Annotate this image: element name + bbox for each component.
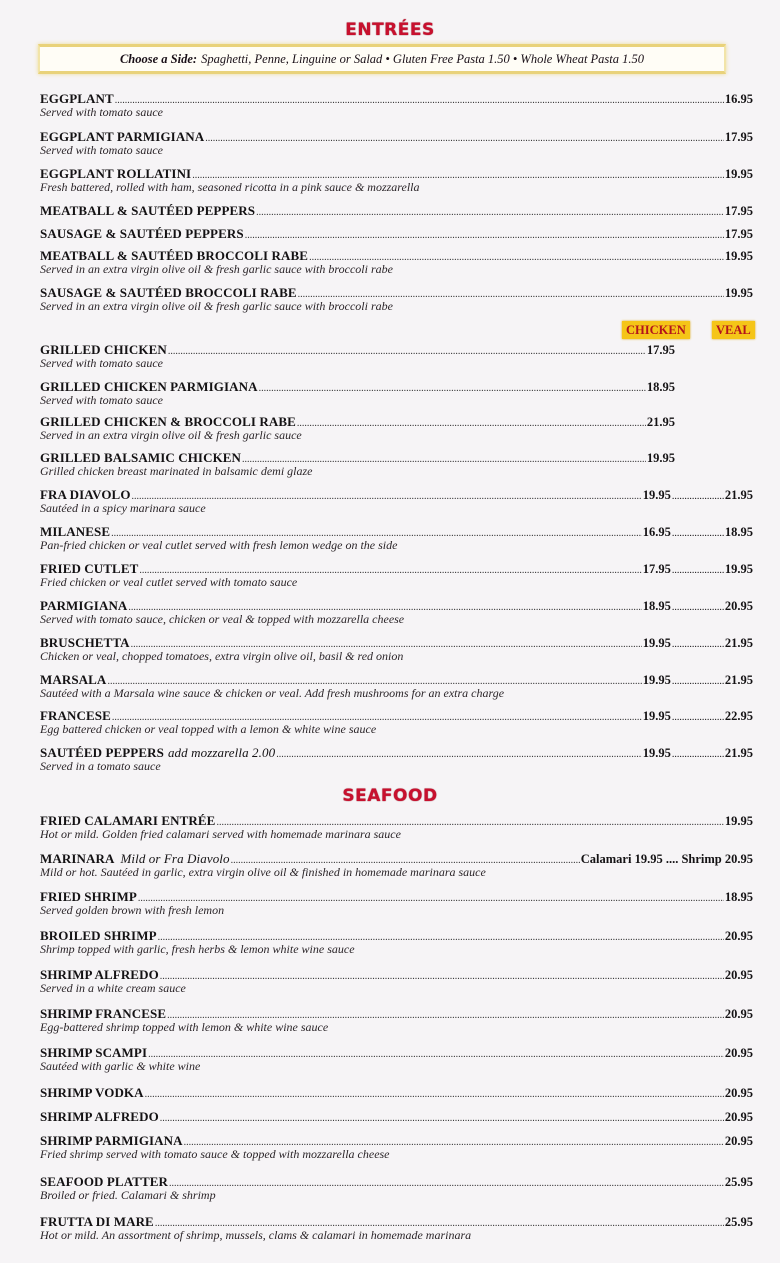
veal-price: 21.95: [724, 636, 753, 650]
side-choice-banner: [38, 44, 726, 74]
leader-dots: [115, 93, 724, 108]
menu-item: [40, 248, 753, 276]
menu-item: [40, 1006, 753, 1034]
chicken-price: 21.95: [646, 415, 675, 429]
item-description: Shrimp topped with garlic, fresh herbs & lemon white wine sauce: [40, 942, 355, 956]
item-name: MILANESE: [40, 524, 111, 539]
item-name: EGGPLANT: [40, 91, 114, 106]
item-description: Fresh battered, rolled with ham, seasoned ricotta in a pink sauce & mozzarella: [40, 180, 420, 194]
veal-price: 21.95: [724, 746, 753, 760]
item-name: FRIED SHRIMP: [40, 889, 137, 904]
seafood-title: SEAFOOD: [342, 786, 438, 806]
menu-item: [40, 450, 675, 478]
veal-price: 19.95: [724, 562, 753, 576]
item-name: EGGPLANT ROLLATINI: [40, 166, 192, 181]
veal-price: 21.95: [724, 673, 753, 687]
item-price: 20.95: [724, 1007, 753, 1021]
chicken-price: 19.95: [646, 451, 675, 465]
chicken-price: 19.95: [642, 636, 671, 650]
menu-item: [40, 1109, 753, 1124]
item-description: Served golden brown with fresh lemon: [40, 903, 225, 917]
leader-dots: [160, 1111, 724, 1126]
menu-item: [40, 598, 753, 626]
item-name: SHRIMP ALFREDO: [40, 967, 159, 982]
item-description: Egg-battered shrimp topped with lemon & white wine sauce: [40, 1020, 329, 1034]
item-description: Served in an extra virgin olive oil & fresh garlic sauce with broccoli rabe: [40, 299, 393, 313]
leader-dots: [169, 1176, 724, 1191]
item-name: GRILLED CHICKEN & BROCCOLI RABE: [40, 414, 296, 429]
item-price: 17.95: [724, 227, 753, 241]
item-description: Egg battered chicken or veal topped with a lemon & white wine sauce: [40, 722, 377, 736]
chicken-price: 19.95: [642, 746, 671, 760]
item-description: Sautéed with a Marsala wine sauce & chicken or veal. Add fresh mushrooms for an extra charge: [40, 686, 505, 700]
leader-dots: [297, 416, 646, 431]
chicken-price: 17.95: [646, 343, 675, 357]
leader-dots: [148, 1047, 724, 1062]
chicken-price: 18.95: [642, 599, 671, 613]
item-price: 19.95: [724, 249, 753, 263]
item-price: 20.95: [724, 1046, 753, 1060]
item-description: Mild or hot. Sautéed in garlic, extra virgin olive oil & finished in homemade marinara sauce: [40, 865, 486, 879]
item-description: Served in a tomato sauce: [40, 759, 161, 773]
item-description: Fried shrimp served with tomato sauce & topped with mozzarella cheese: [40, 1147, 390, 1161]
item-description: Served in a white cream sauce: [40, 981, 186, 995]
menu-item: [40, 129, 753, 157]
menu-item: [40, 487, 753, 515]
item-description: Served with tomato sauce, chicken or veal & topped with mozzarella cheese: [40, 612, 405, 626]
item-description: Broiled or fried. Calamari & shrimp: [40, 1188, 216, 1202]
leader-dots: [256, 205, 724, 220]
item-name: SAUSAGE & SAUTÉED BROCCOLI RABE: [40, 285, 297, 300]
item-price: Calamari 19.95 .... Shrimp 20.95: [580, 852, 753, 866]
menu-item: [40, 414, 675, 442]
leader-dots: [672, 674, 724, 689]
leader-dots: [160, 969, 724, 984]
entrees-title: ENTRÉES: [345, 20, 435, 40]
item-name: SEAFOOD PLATTER: [40, 1174, 169, 1189]
veal-price: 21.95: [724, 488, 753, 502]
veal-price: 22.95: [724, 709, 753, 723]
item-name: SHRIMP FRANCESE: [40, 1006, 167, 1021]
item-description: Hot or mild. An assortment of shrimp, mussels, clams & calamari in homemade marinara: [40, 1228, 472, 1242]
leader-dots: [276, 747, 642, 762]
item-name: FRUTTA DI MARE: [40, 1214, 154, 1229]
item-price: 20.95: [724, 1086, 753, 1100]
leader-dots: [672, 600, 724, 615]
menu-item: [40, 967, 753, 995]
menu-item: [40, 1174, 753, 1202]
chicken-price: 19.95: [642, 488, 671, 502]
item-price: 17.95: [724, 130, 753, 144]
item-name: GRILLED CHICKEN: [40, 342, 167, 357]
item-price: 18.95: [724, 890, 753, 904]
item-name: EGGPLANT PARMIGIANA: [40, 129, 205, 144]
item-description: Served with tomato sauce: [40, 356, 163, 370]
leader-dots: [132, 489, 642, 504]
item-name: SHRIMP SCAMPI: [40, 1045, 148, 1060]
item-price: 20.95: [724, 1134, 753, 1148]
item-description: Served with tomato sauce: [40, 393, 163, 407]
menu-item: [40, 813, 753, 841]
item-description: Chicken or veal, chopped tomatoes, extra virgin olive oil, basil & red onion: [40, 649, 404, 663]
veal-price: 18.95: [724, 525, 753, 539]
leader-dots: [168, 344, 646, 359]
leader-dots: [205, 131, 724, 146]
leader-dots: [672, 489, 724, 504]
menu-item: [40, 342, 675, 370]
item-price: 20.95: [724, 929, 753, 943]
menu-item: [40, 851, 753, 879]
leader-dots: [672, 710, 724, 725]
item-price: 19.95: [724, 814, 753, 828]
item-name: FRA DIAVOLO: [40, 487, 131, 502]
menu-item: [40, 889, 753, 917]
item-price: 20.95: [724, 968, 753, 982]
item-price: 25.95: [724, 1215, 753, 1229]
item-description: Grilled chicken breast marinated in balsamic demi glaze: [40, 464, 313, 478]
item-price: 19.95: [724, 167, 753, 181]
leader-dots: [245, 228, 724, 243]
item-price: 16.95: [724, 92, 753, 106]
menu-item: [40, 203, 753, 218]
item-name: MEATBALL & SAUTÉED BROCCOLI RABE: [40, 248, 309, 263]
menu-item: [40, 561, 753, 589]
chicken-price: 18.95: [646, 380, 675, 394]
item-note: add mozzarella 2.00: [167, 745, 276, 760]
leader-dots: [672, 637, 724, 652]
chicken-price: 19.95: [642, 709, 671, 723]
item-name: SAUTÉED PEPPERS: [40, 745, 164, 760]
side-choice-text: Spaghetti, Penne, Linguine or Salad • Gluten Free Pasta 1.50 • Whole Wheat Pasta 1.50: [201, 51, 645, 66]
menu-item: [40, 708, 753, 736]
item-price: 17.95: [724, 204, 753, 218]
item-description: Fried chicken or veal cutlet served with tomato sauce: [40, 575, 298, 589]
menu-item: [40, 928, 753, 956]
menu-item: [40, 91, 753, 119]
item-name: SAUSAGE & SAUTÉED PEPPERS: [40, 226, 244, 241]
item-name: MEATBALL & SAUTÉED PEPPERS: [40, 203, 256, 218]
veal-price: 20.95: [724, 599, 753, 613]
menu-item: [40, 672, 753, 700]
menu-item: [40, 635, 753, 663]
menu-item: [40, 1045, 753, 1073]
item-name: SHRIMP VODKA: [40, 1085, 144, 1100]
item-name: MARSALA: [40, 672, 107, 687]
item-description: Pan-fried chicken or veal cutlet served with fresh lemon wedge on the side: [40, 538, 398, 552]
item-description: Sautéed with garlic & white wine: [40, 1059, 201, 1073]
menu-item: [40, 1133, 753, 1161]
item-price: 19.95: [724, 286, 753, 300]
leader-dots: [672, 747, 724, 762]
menu-item: [40, 524, 753, 552]
leader-dots: [138, 891, 724, 906]
item-name: GRILLED BALSAMIC CHICKEN: [40, 450, 242, 465]
chicken-price: 19.95: [642, 673, 671, 687]
item-name: GRILLED CHICKEN PARMIGIANA: [40, 379, 258, 394]
column-header-chicken: CHICKEN: [622, 321, 690, 339]
chicken-price: 17.95: [642, 562, 671, 576]
item-description: Sautéed in a spicy marinara sauce: [40, 501, 206, 515]
menu-item: [40, 379, 675, 407]
menu-item: [40, 166, 753, 194]
chicken-price: 16.95: [642, 525, 671, 539]
item-note: Mild or Fra Diavolo: [120, 851, 230, 866]
item-description: Served with tomato sauce: [40, 105, 163, 119]
item-price: 20.95: [724, 1110, 753, 1124]
item-name: BRUSCHETTA: [40, 635, 130, 650]
item-name: FRANCESE: [40, 708, 111, 723]
item-description: Served in an extra virgin olive oil & fresh garlic sauce: [40, 428, 302, 442]
leader-dots: [259, 381, 646, 396]
item-name: FRIED CUTLET: [40, 561, 139, 576]
column-header-veal: VEAL: [712, 321, 755, 339]
menu-item: [40, 1214, 753, 1242]
side-choice-label: Choose a Side:: [119, 51, 198, 66]
item-description: Hot or mild. Golden fried calamari served with homemade marinara sauce: [40, 827, 401, 841]
item-name: PARMIGIANA: [40, 598, 128, 613]
item-description: Served with tomato sauce: [40, 143, 163, 157]
leader-dots: [672, 563, 724, 578]
leader-dots: [672, 526, 724, 541]
item-name: SHRIMP ALFREDO: [40, 1109, 159, 1124]
item-name: FRIED CALAMARI ENTRÉE: [40, 813, 216, 828]
menu-item: [40, 285, 753, 313]
item-name: BROILED SHRIMP: [40, 928, 157, 943]
leader-dots: [145, 1087, 724, 1102]
menu-item: [40, 226, 753, 241]
item-description: Served in an extra virgin olive oil & fresh garlic sauce with broccoli rabe: [40, 262, 393, 276]
menu-item: [40, 745, 753, 773]
item-name: MARINARA: [40, 851, 115, 866]
item-price: 25.95: [724, 1175, 753, 1189]
menu-item: [40, 1085, 753, 1100]
item-name: SHRIMP PARMIGIANA: [40, 1133, 183, 1148]
